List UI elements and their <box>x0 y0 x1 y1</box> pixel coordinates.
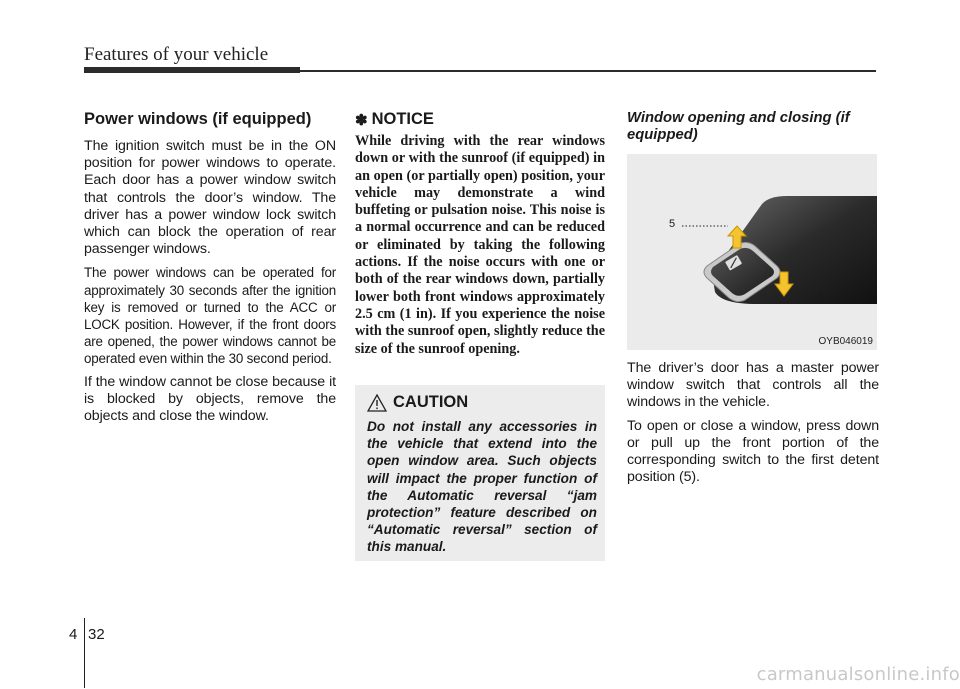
page-number: 32 <box>88 626 105 643</box>
window-switch-illustration <box>627 154 877 350</box>
paragraph: The driver’s door has a master power window switch that controls all the windows in the vehicle. <box>627 360 879 411</box>
paragraph: The power windows can be operated for approximately 30 seconds after the ignition key is removed or turned to the ACC or LOCK position. However, if the front doors are opened, the power windows cannot be operated even within the 30 second period. <box>84 265 336 367</box>
page-header-title: Features of your vehicle <box>84 44 269 65</box>
paragraph: The ignition switch must be in the ON position for power windows to operate. Each door has a power window switch that controls the door’s window. The driver has a power window lock switch which can block the operation of rear passenger windows. <box>84 138 336 258</box>
notice-heading <box>355 110 605 129</box>
subsection-title: Window opening and closing (if equipped) <box>627 110 850 143</box>
section-title: Power windows (if equipped) <box>84 110 312 128</box>
chapter-number: 4 <box>69 626 78 643</box>
label-5-top: 5 <box>669 218 676 230</box>
paragraph: If the window cannot be close because it is blocked by objects, remove the objects and close the window. <box>84 373 336 425</box>
window-switch-figure <box>627 154 877 350</box>
notice-star-icon: ✽ <box>355 111 368 129</box>
notice-title: NOTICE <box>371 110 434 128</box>
header-rule-thin <box>300 70 876 72</box>
caution-box <box>355 385 605 561</box>
label-5-bottom: 5 <box>818 290 825 302</box>
figure-code: OYB046019 <box>818 336 873 347</box>
notice-section <box>355 110 605 358</box>
caution-heading <box>367 393 597 412</box>
page-number-rule <box>84 618 85 688</box>
notice-text: While driving with the rear windows down or with the sunroof (if equipped) in an open (or partially open) position, your vehicle may demonstrate a wind buffeting or pulsation noise. This noise is a normal occurrence and can be reduced or eliminated by taking the following actions. If the noise occurs with one or both of the rear windows down, partially lower both front windows approximately 2.5 cm (1 in). If you experience the noise with the sunroof open, slightly reduce the size of the sunroof opening. <box>355 133 605 357</box>
column-window-opening <box>627 110 879 492</box>
caution-text: Do not install any accessories in the vehicle that extend into the open window area. Such objects will impact the proper function of the Automatic reversal “jam protection” feature described on “Automatic reversal” section of this manual. <box>367 419 597 555</box>
column-power-windows <box>84 110 336 431</box>
header-rule-thick <box>84 67 300 73</box>
watermark: carmanualsonline.info <box>756 664 960 685</box>
caution-title: CAUTION <box>393 393 469 411</box>
paragraph: To open or close a window, press down or pull up the front portion of the corresponding switch to the first detent position (5). <box>627 417 879 486</box>
warning-triangle-icon <box>367 394 387 412</box>
